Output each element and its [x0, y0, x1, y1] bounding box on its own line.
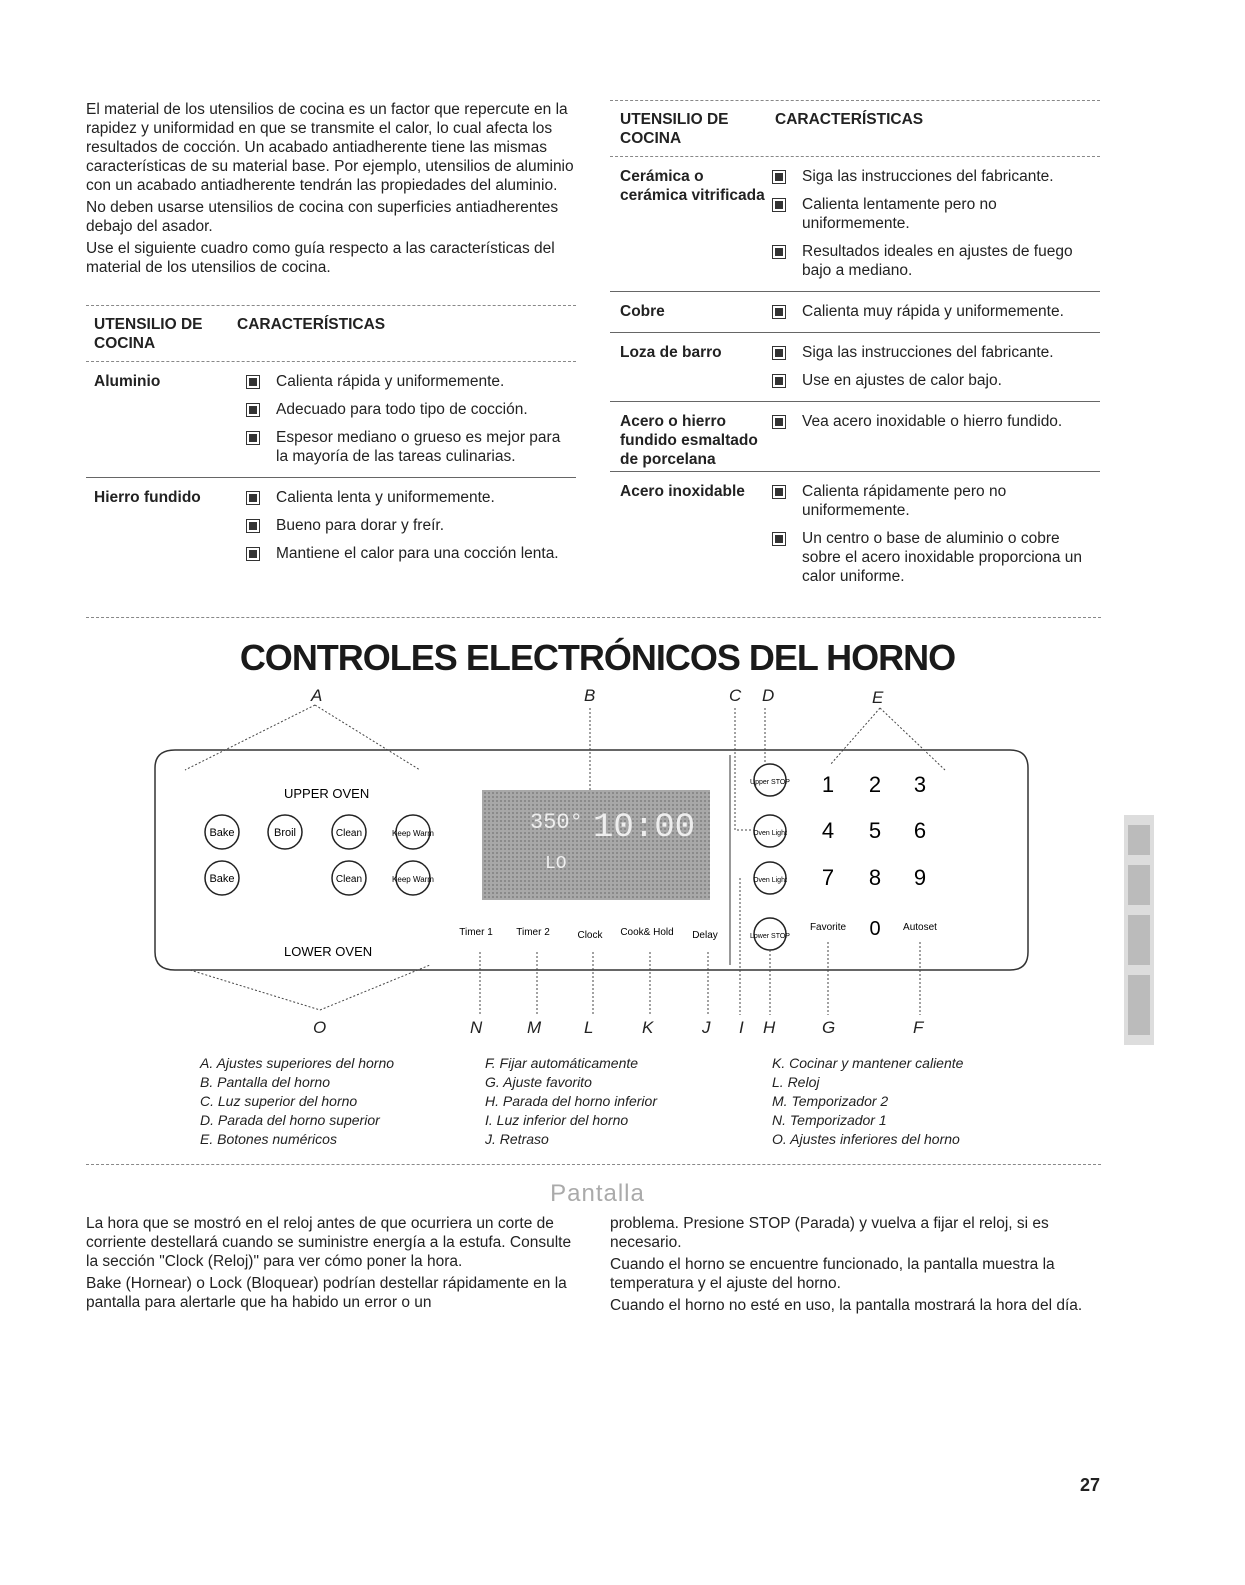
- callout-b: B: [584, 686, 596, 705]
- characteristic-item: [772, 167, 1100, 186]
- bullet-icon: [772, 374, 786, 388]
- favorite-button[interactable]: Favorite: [809, 922, 847, 933]
- intro-paragraph-1: El material de los utensilios de cocina es un factor que repercute en la rapidez y uniformidad en que se transmite el calor, lo cual afecta los resultados de cocción. Un acabado antiadherente tiene las mismas características de su material base. Por ejemplo, utensilios de aluminio con un acabado antiadherente tendrán las propiedades del aluminio.: [86, 101, 574, 194]
- cook-hold-button[interactable]: Cook& Hold: [620, 927, 674, 938]
- characteristic-text: Siga las instrucciones del fabricante.: [802, 168, 1054, 185]
- callout-k: K: [642, 1018, 654, 1037]
- legend-item: H. Parada del horno inferior: [485, 1093, 657, 1109]
- bullet-icon: [772, 532, 786, 546]
- characteristic-text: Adecuado para todo tipo de cocción.: [276, 401, 528, 418]
- characteristic-text: Calienta lentamente pero no uniformemente.: [802, 196, 997, 232]
- callout-n: N: [470, 1018, 483, 1037]
- legend-item: E. Botones numéricos: [200, 1131, 337, 1147]
- characteristic-text: Mantiene el calor para una cocción lenta.: [276, 545, 559, 562]
- characteristic-item: [772, 529, 1100, 586]
- bullet-icon: [246, 519, 260, 533]
- characteristic-text: Un centro o base de aluminio o cobre sobre el acero inoxidable proporciona un calor uniforme.: [802, 530, 1083, 585]
- bullet-icon: [246, 491, 260, 505]
- characteristic-item: [246, 516, 576, 535]
- characteristic-text: Calienta muy rápida y uniformemente.: [802, 303, 1064, 320]
- pantalla-paragraph: problema. Presione STOP (Parada) y vuelva a fijar el reloj, si es necesario.: [610, 1215, 1049, 1251]
- legend-item: O. Ajustes inferiores del horno: [772, 1131, 960, 1147]
- material-name: Cerámica o cerámica vitrificada: [620, 168, 765, 204]
- characteristic-item: [246, 400, 576, 419]
- bullet-icon: [772, 485, 786, 499]
- lower-stop-label: Lower STOP: [750, 933, 790, 940]
- legend-item: L. Reloj: [772, 1074, 820, 1090]
- bake-lower-label: Bake: [209, 873, 235, 885]
- pantalla-paragraph: Cuando el horno no esté en uso, la pantalla mostrará la hora del día.: [610, 1297, 1083, 1314]
- legend-item: K. Cocinar y mantener caliente: [772, 1055, 964, 1071]
- numpad-8[interactable]: 8: [868, 865, 882, 890]
- legend-item: D. Parada del horno superior: [200, 1112, 380, 1128]
- bullet-icon: [246, 403, 260, 417]
- characteristic-text: Calienta lenta y uniformemente.: [276, 489, 495, 506]
- legend-item: A. Ajustes superiores del horno: [200, 1055, 395, 1071]
- timer1-button[interactable]: Timer 1: [459, 927, 493, 938]
- numpad-1[interactable]: 1: [821, 772, 835, 797]
- lower-light-label: Oven Light: [753, 877, 787, 884]
- bullet-icon: [246, 431, 260, 445]
- pantalla-heading: Pantalla: [550, 1180, 645, 1207]
- table-row: [610, 157, 1100, 291]
- legend-col2: [485, 1054, 755, 1149]
- intro-text: [86, 100, 586, 280]
- bullet-icon: [772, 198, 786, 212]
- table-header: [86, 306, 576, 361]
- bullet-icon: [246, 375, 260, 389]
- bullet-icon: [772, 170, 786, 184]
- pantalla-paragraph: Bake (Hornear) o Lock (Bloquear) podrían destellar rápidamente en la pantalla para alertarle que ha habido un error o un: [86, 1275, 567, 1311]
- numpad-0[interactable]: 0: [869, 918, 881, 940]
- material-name: Aluminio: [94, 373, 161, 390]
- intro-paragraph-3: Use el siguiente cuadro como guía respecto a las características del material de los utensilios de cocina.: [86, 240, 555, 276]
- characteristic-item: [772, 482, 1100, 520]
- table-row: [610, 292, 1100, 332]
- characteristic-text: Resultados ideales en ajustes de fuego bajo a mediano.: [802, 243, 1073, 279]
- legend-item: I. Luz inferior del horno: [485, 1112, 629, 1128]
- characteristic-text: Calienta rápida y uniformemente.: [276, 373, 505, 390]
- upper-stop-button[interactable]: [750, 764, 790, 796]
- header-col1: UTENSILIO DE COCINA: [620, 111, 729, 147]
- side-edge-mark: [1122, 815, 1156, 1045]
- characteristic-item: [246, 488, 576, 507]
- characteristic-text: Siga las instrucciones del fabricante.: [802, 344, 1054, 361]
- clean-upper-button[interactable]: [332, 815, 366, 849]
- pantalla-paragraph: Cuando el horno se encuentre funcionado, la pantalla muestra la temperatura y el ajuste del horno.: [610, 1256, 1055, 1292]
- legend-item: F. Fijar automáticamente: [485, 1055, 639, 1071]
- upper-stop-label: Upper STOP: [750, 779, 790, 786]
- bullet-icon: [772, 245, 786, 259]
- page-number: 27: [1080, 1475, 1101, 1495]
- keep-warm-upper-label: Keep Warm: [392, 829, 434, 838]
- bake-lower-button[interactable]: [205, 861, 239, 895]
- numpad-7[interactable]: 7: [821, 865, 835, 890]
- characteristic-item: [772, 302, 1100, 321]
- characteristic-text: Vea acero inoxidable o hierro fundido.: [802, 413, 1063, 430]
- legend-col3: [772, 1054, 1072, 1149]
- material-name: Hierro fundido: [94, 489, 201, 506]
- left-cookware-table: [86, 305, 576, 574]
- callout-a: A: [311, 686, 323, 705]
- characteristic-item: [246, 544, 576, 563]
- upper-oven-label: UPPER OVEN: [284, 786, 370, 801]
- lower-oven-label: LOWER OVEN: [284, 944, 373, 959]
- keep-warm-upper-button[interactable]: [392, 815, 434, 849]
- pantalla-right-column: [610, 1214, 1105, 1318]
- header-col2: CARACTERÍSTICAS: [775, 111, 924, 128]
- legend-col1: [200, 1054, 470, 1149]
- header-col1: UTENSILIO DE COCINA: [94, 316, 203, 352]
- legend-item: J. Retraso: [485, 1131, 549, 1147]
- bake-upper-label: Bake: [209, 827, 235, 839]
- keep-warm-lower-label: Keep Warm: [392, 875, 434, 884]
- autoset-button[interactable]: Autoset: [903, 922, 937, 933]
- legend-item: G. Ajuste favorito: [485, 1074, 592, 1090]
- legend-item: C. Luz superior del horno: [200, 1093, 358, 1109]
- bake-upper-button[interactable]: [205, 815, 239, 849]
- bullet-icon: [772, 346, 786, 360]
- clean-upper-label: Clean: [335, 828, 363, 839]
- clean-lower-button[interactable]: [332, 861, 366, 895]
- display-temp-text: 350°: [530, 810, 583, 835]
- callout-g: G: [822, 1018, 836, 1037]
- section-divider: [86, 1164, 1101, 1165]
- intro-paragraph-2: No deben usarse utensilios de cocina con superficies antiadherentes debajo del asador.: [86, 199, 559, 235]
- material-name: Loza de barro: [620, 344, 722, 361]
- legend-item: N. Temporizador 1: [772, 1112, 887, 1128]
- callout-f: F: [913, 1018, 924, 1037]
- table-row: [86, 478, 576, 574]
- callout-c: C: [729, 686, 742, 705]
- bullet-icon: [246, 547, 260, 561]
- control-panel-diagram: [0, 680, 1245, 1040]
- characteristic-item: [772, 195, 1100, 233]
- broil-label: Broil: [273, 827, 297, 839]
- characteristic-item: [246, 372, 576, 391]
- display-time-text: 10:00: [593, 809, 696, 847]
- section-divider: [86, 617, 1101, 618]
- callout-o: O: [313, 1018, 327, 1037]
- clean-lower-label: Clean: [335, 874, 363, 885]
- callout-i: I: [739, 1018, 744, 1037]
- upper-light-label: Oven Light: [753, 830, 787, 837]
- characteristic-item: [772, 242, 1100, 280]
- table-row: [86, 362, 576, 477]
- characteristic-text: Bueno para dorar y freír.: [276, 517, 445, 534]
- right-cookware-table: [610, 100, 1100, 597]
- pantalla-paragraph: La hora que se mostró en el reloj antes de que ocurriera un corte de corriente destellará cuando se suministre energía a la estufa. Consulte la sección "Clock (Reloj)" para ver cómo poner la hora.: [86, 1215, 572, 1270]
- clock-button[interactable]: Clock: [577, 930, 603, 941]
- keep-warm-lower-button[interactable]: [392, 861, 434, 895]
- section-title: CONTROLES ELECTRÓNICOS DEL HORNO: [239, 637, 956, 678]
- material-name: Cobre: [620, 303, 665, 320]
- numpad-3[interactable]: 3: [913, 772, 927, 797]
- numpad-9[interactable]: 9: [913, 865, 927, 890]
- callout-j: J: [702, 1018, 711, 1037]
- characteristic-item: [246, 428, 576, 466]
- broil-button[interactable]: [268, 815, 302, 849]
- timer2-button[interactable]: Timer 2: [516, 927, 550, 938]
- callout-m: M: [527, 1018, 542, 1037]
- display-lo-text: LO: [545, 854, 567, 874]
- numpad-2[interactable]: 2: [868, 772, 882, 797]
- callout-h: H: [763, 1018, 776, 1037]
- characteristic-item: [772, 412, 1100, 431]
- characteristic-text: Calienta rápidamente pero no uniformemente.: [802, 483, 1007, 519]
- callout-d: D: [762, 686, 775, 705]
- material-name: Acero o hierro fundido esmaltado de porcelana: [620, 413, 758, 468]
- callout-e: E: [872, 688, 884, 707]
- characteristic-text: Espesor mediano o grueso es mejor para la mayoría de las tareas culinarias.: [276, 429, 561, 465]
- numpad-5[interactable]: 5: [868, 818, 882, 843]
- numpad-6[interactable]: 6: [913, 818, 927, 843]
- delay-button[interactable]: Delay: [692, 930, 718, 941]
- characteristic-text: Use en ajustes de calor bajo.: [802, 372, 1002, 389]
- bullet-icon: [772, 415, 786, 429]
- pantalla-left-column: [86, 1214, 581, 1315]
- lower-oven-light-button[interactable]: [753, 862, 787, 894]
- table-header: [610, 101, 1100, 156]
- upper-oven-light-button[interactable]: [753, 815, 787, 847]
- bullet-icon: [772, 305, 786, 319]
- legend-item: M. Temporizador 2: [772, 1093, 889, 1109]
- table-row: [610, 333, 1100, 401]
- table-row: [610, 402, 1100, 471]
- material-name: Acero inoxidable: [620, 483, 745, 500]
- lower-stop-button[interactable]: [750, 918, 790, 950]
- characteristic-item: [772, 371, 1100, 390]
- table-row: [610, 472, 1100, 597]
- numpad-4[interactable]: 4: [821, 818, 835, 843]
- legend-item: B. Pantalla del horno: [200, 1074, 330, 1090]
- characteristic-item: [772, 343, 1100, 362]
- header-col2: CARACTERÍSTICAS: [237, 316, 386, 333]
- callout-l: L: [584, 1018, 594, 1037]
